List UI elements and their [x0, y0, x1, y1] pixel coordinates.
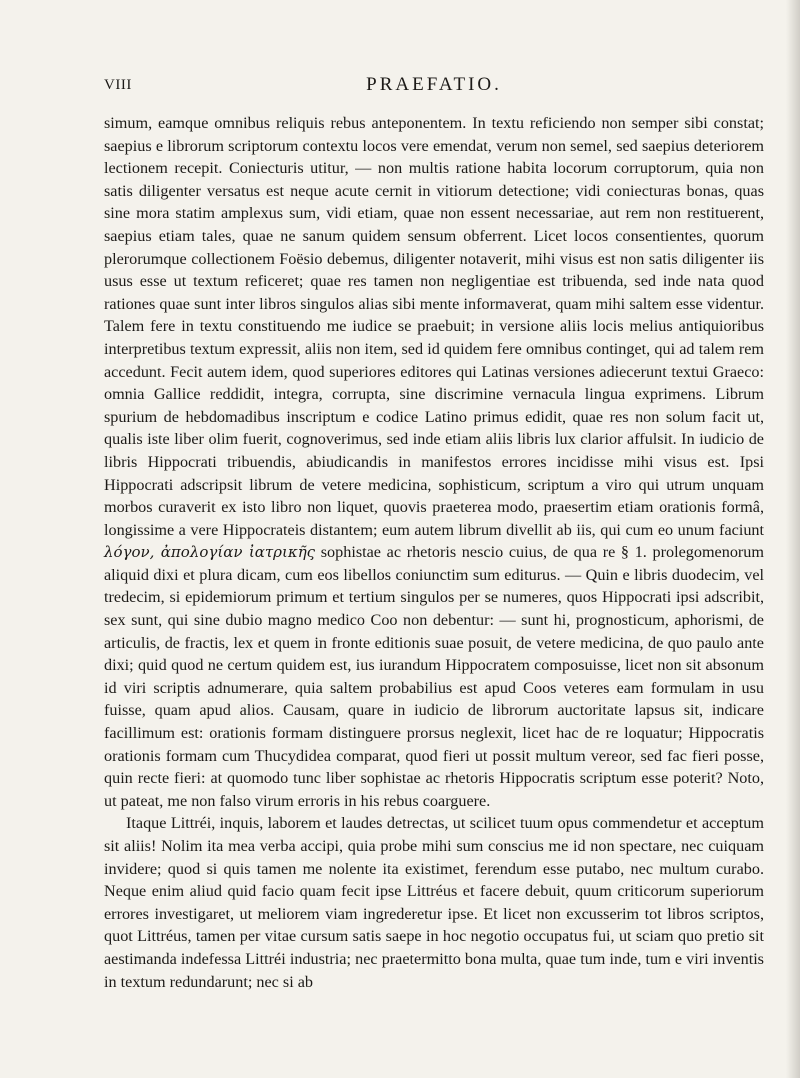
page-number: VIII	[104, 77, 132, 93]
greek-phrase: λόγον, ἀπολογίαν ἰατρικῆς	[104, 543, 316, 562]
paragraph-1	[104, 112, 764, 812]
page-edge-shadow	[786, 0, 800, 1078]
body-text	[104, 112, 764, 993]
paragraph-2	[104, 812, 764, 993]
paragraph-2-text: Itaque Littréi, inquis, laborem et laudes detrectas, ut scilicet tuum opus commendetur et acceptum sit aliis! Nolim ita mea verba accipi, quia probe mihi sum conscius me id non spectare, nec cuiquam invidere; quod si quis tamen me nolente ita existimet, ferendum esse putabo, nec multum curabo. Neque enim aliud quid facio quam fecit ipse Littréus et facere debuit, quum criticorum superiorum errores investigaret, ut meliorem viam ingrederetur ipse. Et licet non excusserim tot libros scriptos, quot Littréus, tamen per vitae cursum satis saepe in hoc negotio occupatus fui, ut sciam quo pretio sit aestimanda indefessa Littréi industria; nec praetermitto bona multa, quae tum inde, tum e viri inventis in textum redundarunt; nec si ab	[104, 814, 764, 991]
paragraph-1-text-b: sophistae ac rhetoris nescio cuius, de qua re § 1. prolegomenorum aliquid dixi et plura dicam, cum eos libellos coniunctim sum editurus. — Quin e libris duodecim, vel tredecim, si epidemiorum primum et tertium singulos per se numeres, quos Hippocrati ipsi adscribit, sex sunt, qui sine dubio magno medico Coo non debentur: — sunt hi, prognosticum, aphorismi, de articulis, de fractis, lex et quem in fronte editionis suae posuit, de vetere medicina, de quo paulo ante dixi; quid quod ne certum quidem est, ius iurandum Hippocratem composuisse, licet non sit absonum id viri scriptis adnumerare, quia saltem probabilius est apud Coos veteres eam formulam in usu fuisse, quam apud alios. Causam, quare in iudicio de librorum auctoritate lapsus sit, indicare facillimum est: orationis formam distinguere prorsus neglexit, licet hac de re loquatur; Hippocratis orationis formam cum Thucydidea comparat, quod fieri ut possit multum vereor, sed fac fieri posse, quin recte fieri: at quomodo tunc liber sophistae ac rhetoris Hippocratis scriptum esse poterit? Noto, ut pateat, me non falso virum erroris in his rebus coarguere.	[104, 543, 764, 810]
paragraph-1-text-a: simum, eamque omnibus reliquis rebus anteponentem. In textu reficiendo non semper sibi constat; saepius e librorum scriptorum contextu locos vere emendat, verum non semel, sed saepius deteriorem lectionem recepit. Coniecturis utitur, — non multis ratione habita locorum corruptorum, quia non satis diligenter versatus est neque acute cernit in vitiorum detectione; vidi coniecturas bonas, quas sine mora statim amplexus sum, vidi etiam, quae non essent necessariae, aut rem non restituerent, saepius etiam tales, quae ne sanum quidem sensum obferrent. Licet locos consentientes, quorum plerorumque collectionem Foësio debemus, diligenter notaverit, mihi visus est non satis diligenter iis usus esse ut textum reficeret; quae res tamen non negligentiae est tribuenda, sed inde nata quod rationes quae sunt inter libros singulos alias sibi mente informaverat, quam mihi saltem esse videntur. Talem fere in textu constituendo me iudice se praebuit; in versione aliis locis melius antiquioribus interpretibus textum expressit, aliis non item, sed id quidem fere omnibus continget, qui ad talem rem accedunt. Fecit autem idem, quod superiores editores qui Latinas versiones adiecerunt textui Graeco: omnia Gallice reddidit, integra, corrupta, sine discrimine vernacula lingua exprimens. Librum spurium de hebdomadibus inscriptum e codice Latino primus edidit, quae res non solum facit ut, qualis iste liber olim fuerit, cognoverimus, sed inde etiam aliis libris lux clarior affulsit. In iudicio de libris Hippocrati tribuendis, abiudicandis in manifestos errores incidisse mihi visus est. Ipsi Hippocrati adscripsit librum de vetere medicina, sophisticum, scriptum a viro qui utrum unquam morbos curaverit ex isto libro non liquet, quovis praeterea modo, praesertim etiam orationis formâ, longissime a vere Hippocrateis distantem; eum autem librum divellit ab iis, qui cum eo unum faciunt	[104, 114, 764, 539]
running-head	[104, 74, 764, 96]
page-title: PRAEFATIO.	[366, 74, 502, 95]
